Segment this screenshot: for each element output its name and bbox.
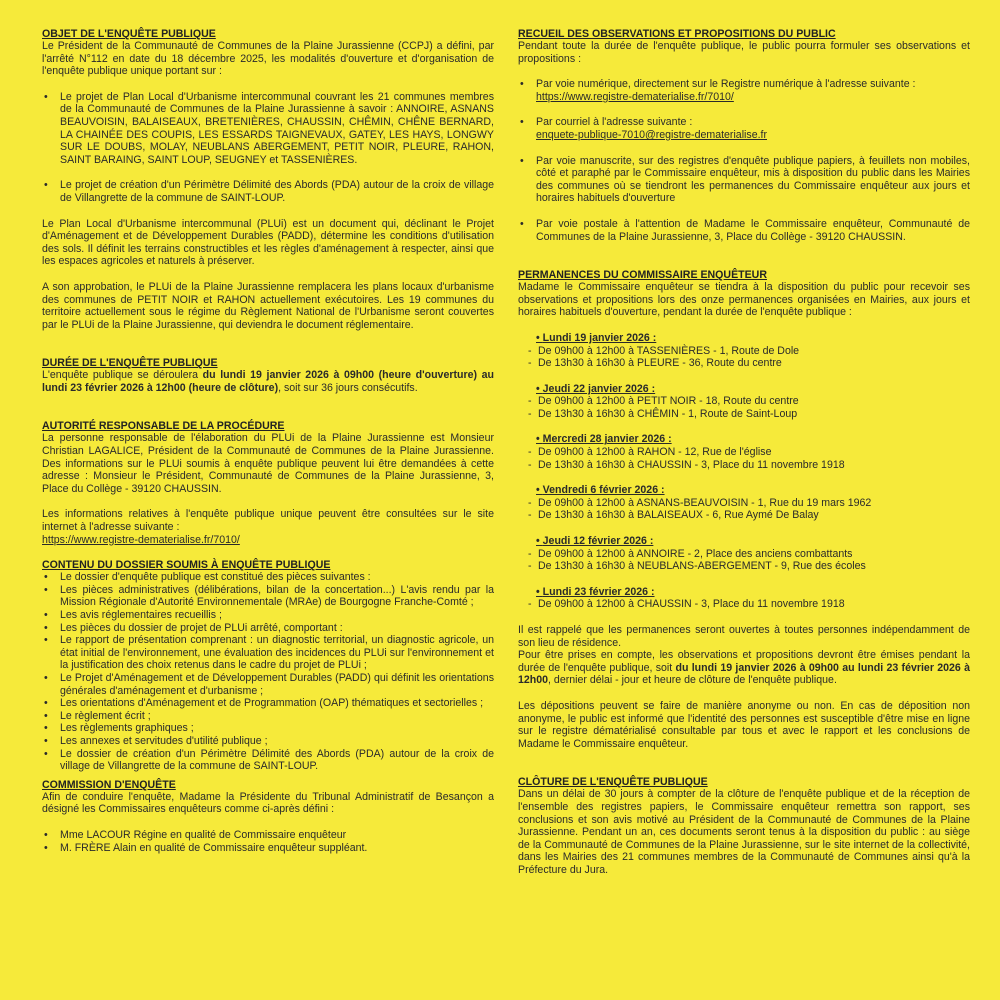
objet-para-approbation: A son approbation, le PLUi de la Plaine Jurassienne remplacera les plans locaux d'urbanisme des communes de PETIT NOIR et RAHON actuellement exécutoires. Les 19 communes du territoire actuellement sous le régime du Règlement National de l'Urbanisme seront couvertes par le PLUi de la Plaine Jurassienne, qui deviendra le document réglementaire. <box>42 280 494 331</box>
permanence-day-group <box>528 535 970 573</box>
objet-bullet-plui: • Le projet de Plan Local d'Urbanisme intercommunal couvrant les 21 communes membres de la Communauté de Communes de la Plaine Jurassienne à savoir : ANNOIRE, ASNANS BEAUVOISIN, BALAISEAUX, BRETENIÈRES, CHAUSSIN, CHÊMIN, CHÊNE BERNARD, LA CHAINÉE DES COUPIS, LES ESSARDS TAIGNEVAUX, GATEY, LES HAYS, LONGWY SUR LE DOUBS, MOLAY, NEUBLANS ABERGEMENT, PETIT NOIR, PLEURE, RAHON, SAINT BARAING, SAINT LOUP, SEUGNEY et TASSENIÈRES. <box>42 91 494 167</box>
contenu-item: • Le règlement écrit ; <box>42 710 494 723</box>
permanences-schedule <box>518 332 970 611</box>
contenu-item: • Le dossier d'enquête publique est constitué des pièces suivantes : <box>42 571 494 584</box>
permanences-rappel: Il est rappelé que les permanences seront ouvertes à toutes personnes indépendamment de son lieu de résidence. <box>518 624 970 649</box>
permanence-slots <box>528 548 970 573</box>
delai-dates: du lundi 19 janvier 2026 à 09h00 au lundi 23 février 2026 à 12h00 <box>518 661 970 687</box>
permanence-slots <box>528 497 970 522</box>
left-column <box>42 28 494 854</box>
permanence-day: • Jeudi 22 janvier 2026 : <box>536 383 970 396</box>
permanence-slot: - De 09h00 à 12h00 à ANNOIRE - 2, Place des anciens combattants <box>528 548 970 561</box>
section-cloture <box>518 776 970 876</box>
objet-bullets <box>42 91 494 205</box>
recueil-bullet-numerique <box>518 78 970 103</box>
permanence-slot: - De 09h00 à 12h00 à RAHON - 12, Rue de l'église <box>528 446 970 459</box>
recueil-courriel-text: Par courriel à l'adresse suivante : <box>536 116 693 129</box>
section-contenu <box>42 559 494 773</box>
objet-bullet-pda: • Le projet de création d'un Périmètre Délimité des Abords (PDA) autour de la croix de village de Villangrette de la commune de SAINT-LOUP. <box>42 179 494 204</box>
section-title-cloture: CLÔTURE DE L'ENQUÊTE PUBLIQUE <box>518 776 708 789</box>
section-title-autorite: AUTORITÉ RESPONSABLE DE LA PROCÉDURE <box>42 420 285 433</box>
permanence-slots <box>528 598 970 611</box>
section-commission <box>42 779 494 854</box>
permanence-slot: - De 09h00 à 12h00 à PETIT NOIR - 18, Route du centre <box>528 395 970 408</box>
permanences-depositions: Les dépositions peuvent se faire de manière anonyme ou non. En cas de déposition non anonyme, le public est informé que l'identité des personnes est susceptible d'être mise en ligne sur le registre dématérialisé consultable par tous et avec le rapport et les conclusions de Madame le Commissaire enquêteur. <box>518 699 970 750</box>
duree-text-end: , soit sur 36 jours consécutifs. <box>278 381 418 394</box>
permanence-slot: - De 09h00 à 12h00 à ASNANS-BEAUVOISIN - 1, Rue du 19 mars 1962 <box>528 497 970 510</box>
contenu-item: • Les pièces du dossier de projet de PLUi arrêté, comportant : <box>42 622 494 635</box>
contenu-item: • Le dossier de création d'un Périmètre Délimité des Abords (PDA) autour de la croix de village de Villangrette de la commune de SAINT-LOUP. <box>42 748 494 773</box>
commission-member: • Mme LACOUR Régine en qualité de Commissaire enquêteur <box>42 829 494 842</box>
section-duree <box>42 357 494 394</box>
section-title-commission: COMMISSION D'ENQUÊTE <box>42 778 176 791</box>
permanence-slot: - De 13h30 à 16h30 à BALAISEAUX - 6, Rue Aymé De Balay <box>528 509 970 522</box>
section-title-objet: OBJET DE L'ENQUÊTE PUBLIQUE <box>42 28 216 40</box>
delai-text-start: Pour être prises en compte, les observations et propositions devront être émises pendant la durée de l'enquête publique, soit <box>518 649 970 674</box>
recueil-bullet-courriel <box>518 116 970 141</box>
permanence-slots <box>528 395 970 420</box>
permanence-day: • Lundi 19 janvier 2026 : <box>536 332 970 345</box>
permanence-day-group <box>528 433 970 471</box>
commission-member: • M. FRÈRE Alain en qualité de Commissaire enquêteur suppléant. <box>42 842 494 855</box>
section-objet <box>42 28 494 331</box>
contenu-item: • Les règlements graphiques ; <box>42 722 494 735</box>
duree-dates: du lundi 19 janvier 2026 à 09h00 (heure d'ouverture) au lundi 23 février 2026 à 12h00 (heure de clôture) <box>42 369 494 394</box>
permanence-day-group <box>528 332 970 370</box>
contenu-item: • Les avis réglementaires recueillis ; <box>42 609 494 622</box>
recueil-bullets <box>518 78 970 243</box>
permanence-day-group <box>528 383 970 421</box>
permanence-day: • Vendredi 6 février 2026 : <box>536 484 970 497</box>
email-link[interactable]: enquete-publique-7010@registre-dematerialise.fr <box>536 128 767 141</box>
section-permanences <box>518 269 970 750</box>
contenu-item: • Les orientations d'Aménagement et de Programmation (OAP) thématiques et sectorielles ; <box>42 697 494 710</box>
permanence-day-group <box>528 586 970 611</box>
permanence-day-group <box>528 484 970 522</box>
recueil-numerique-text: Par voie numérique, directement sur le Registre numérique à l'adresse suivante : <box>536 78 916 91</box>
contenu-item: • Le Projet d'Aménagement et de Développement Durables (PADD) qui définit les orientations générales d'aménagement et d'urbanisme ; <box>42 672 494 697</box>
commission-intro: Afin de conduire l'enquête, Madame la Présidente du Tribunal Administratif de Besançon a désigné les Commissaires enquêteurs comme ci-après défini : <box>42 790 494 816</box>
permanence-slot: - De 13h30 à 16h30 à CHÊMIN - 1, Route de Saint-Loup <box>528 408 970 421</box>
registre-link[interactable]: https://www.registre-dematerialise.fr/7010/ <box>42 533 240 546</box>
duree-text-start: L'enquête publique se déroulera <box>42 369 203 382</box>
autorite-info: Les informations relatives à l'enquête publique unique peuvent être consultées sur le site internet à l'adresse suivante : <box>42 508 494 534</box>
permanence-slot: - De 13h30 à 16h30 à PLEURE - 36, Route du centre <box>528 357 970 370</box>
objet-intro: Le Président de la Communauté de Communes de la Plaine Jurassienne (CCPJ) a défini, par l'arrêté N°112 en date du 18 décembre 2025, les modalités d'ouverture et d'organisation de l'enquête publique unique portant sur : <box>42 40 494 78</box>
section-autorite <box>42 420 494 546</box>
permanence-slots <box>528 345 970 370</box>
permanence-slot: - De 13h30 à 16h30 à NEUBLANS-ABERGEMENT - 9, Rue des écoles <box>528 560 970 573</box>
contenu-item: • Les annexes et servitudes d'utilité publique ; <box>42 735 494 748</box>
commission-members <box>42 829 494 854</box>
permanence-slots <box>528 446 970 471</box>
section-title-permanences: PERMANENCES DU COMMISSAIRE ENQUÊTEUR <box>518 269 767 282</box>
permanence-day: • Mercredi 28 janvier 2026 : <box>536 433 970 446</box>
recueil-bullet-postale: • Par voie postale à l'attention de Madame le Commissaire enquêteur, Communauté de Communes de la Plaine Jurassienne, 3, Place du Collège - 39120 CHAUSSIN. <box>518 218 970 243</box>
permanence-day: • Jeudi 12 février 2026 : <box>536 535 970 548</box>
permanence-day: • Lundi 23 février 2026 : <box>536 586 970 599</box>
section-title-contenu: CONTENU DU DOSSIER SOUMIS À ENQUÊTE PUBLIQUE <box>42 559 331 572</box>
contenu-item: • Les pièces administratives (délibérations, bilan de la concertation...) L'avis rendu par la Mission Régionale d'Autorité Environnementale (MRAe) de Bourgogne Franche-Comté ; <box>42 584 494 609</box>
contenu-item: • Le rapport de présentation comprenant : un diagnostic territorial, un diagnostic agricole, un état initial de l'environnement, une évaluation des incidences du PLUi sur l'environnement et la justification des choix retenus dans le cadre du projet de PLUi ; <box>42 634 494 672</box>
recueil-intro: Pendant toute la durée de l'enquête publique, le public pourra formuler ses observations et propositions : <box>518 40 970 65</box>
recueil-bullet-manuscrite: • Par voie manuscrite, sur des registres d'enquête publique papiers, à feuillets non mobiles, côté et paraphé par le Commissaire enquêteur, mis à disposition du public dans les Mairies des communes où se tiendront les permanences du Commissaire enquêteur aux jours et horaires habituels d'ouverture <box>518 155 970 205</box>
delai-text-end: , dernier délai - jour et heure de clôture de l'enquête publique. <box>548 674 837 687</box>
permanence-slot: - De 13h30 à 16h30 à CHAUSSIN - 3, Place du 11 novembre 1918 <box>528 459 970 472</box>
section-title-recueil: RECUEIL DES OBSERVATIONS ET PROPOSITIONS DU PUBLIC <box>518 28 836 40</box>
cloture-text: Dans un délai de 30 jours à compter de la clôture de l'enquête publique et de la réception de l'ensemble des registres papiers, le Commissaire enquêteur remettra son rapport, ses conclusions et son avis motivé au Président de la Communauté de Communes de la Plaine Jurassienne. Pendant un an, ces documents seront tenus à la disposition du public : au siège de la Communauté de Communes de la Plaine Jurassienne, sur le site internet de la collectivité, dans les Mairies des 21 communes membres de la Communauté de Communes ainsi qu'à la Préfecture du Jura. <box>518 788 970 876</box>
section-title-duree: DURÉE DE L'ENQUÊTE PUBLIQUE <box>42 357 218 370</box>
permanence-slot: - De 09h00 à 12h00 à TASSENIÈRES - 1, Route de Dole <box>528 345 970 358</box>
permanences-intro: Madame le Commissaire enquêteur se tiendra à la disposition du public pour recevoir ses observations et propositions lors des onze permanences organisées en Mairies, aux jours et horaires habituels d'ouverture, pendant la durée de l'enquête publique : <box>518 281 970 319</box>
contenu-list <box>42 571 494 773</box>
duree-text <box>42 369 494 394</box>
autorite-para: La personne responsable de l'élaboration du PLUi de la Plaine Jurassienne est Monsieur Christian LAGALICE, Président de la Communauté de Communes de la Plaine Jurassienne. Des informations sur le PLUi soumis à enquête publique peuvent lui être demandées à cette adresse : Monsieur le Président, Communauté de Communes de la Plaine Jurassienne, 3, Place du Collège - 39120 CHAUSSIN. <box>42 432 494 495</box>
permanences-delai <box>518 649 970 687</box>
objet-para-plui: Le Plan Local d'Urbanisme intercommunal (PLUi) est un document qui, déclinant le Projet d'Aménagement et de Développement Durables (PADD), détermine les conditions d'utilisation des sols. Il définit les terrains constructibles et les règles d'aménagement à respecter, ainsi que les espaces agricoles et naturels à préserver. <box>42 217 494 268</box>
right-column <box>518 28 970 877</box>
permanence-slot: - De 09h00 à 12h00 à CHAUSSIN - 3, Place du 11 novembre 1918 <box>528 598 970 611</box>
registre-numerique-link[interactable]: https://www.registre-dematerialise.fr/7010/ <box>536 90 734 103</box>
section-recueil <box>518 28 970 243</box>
